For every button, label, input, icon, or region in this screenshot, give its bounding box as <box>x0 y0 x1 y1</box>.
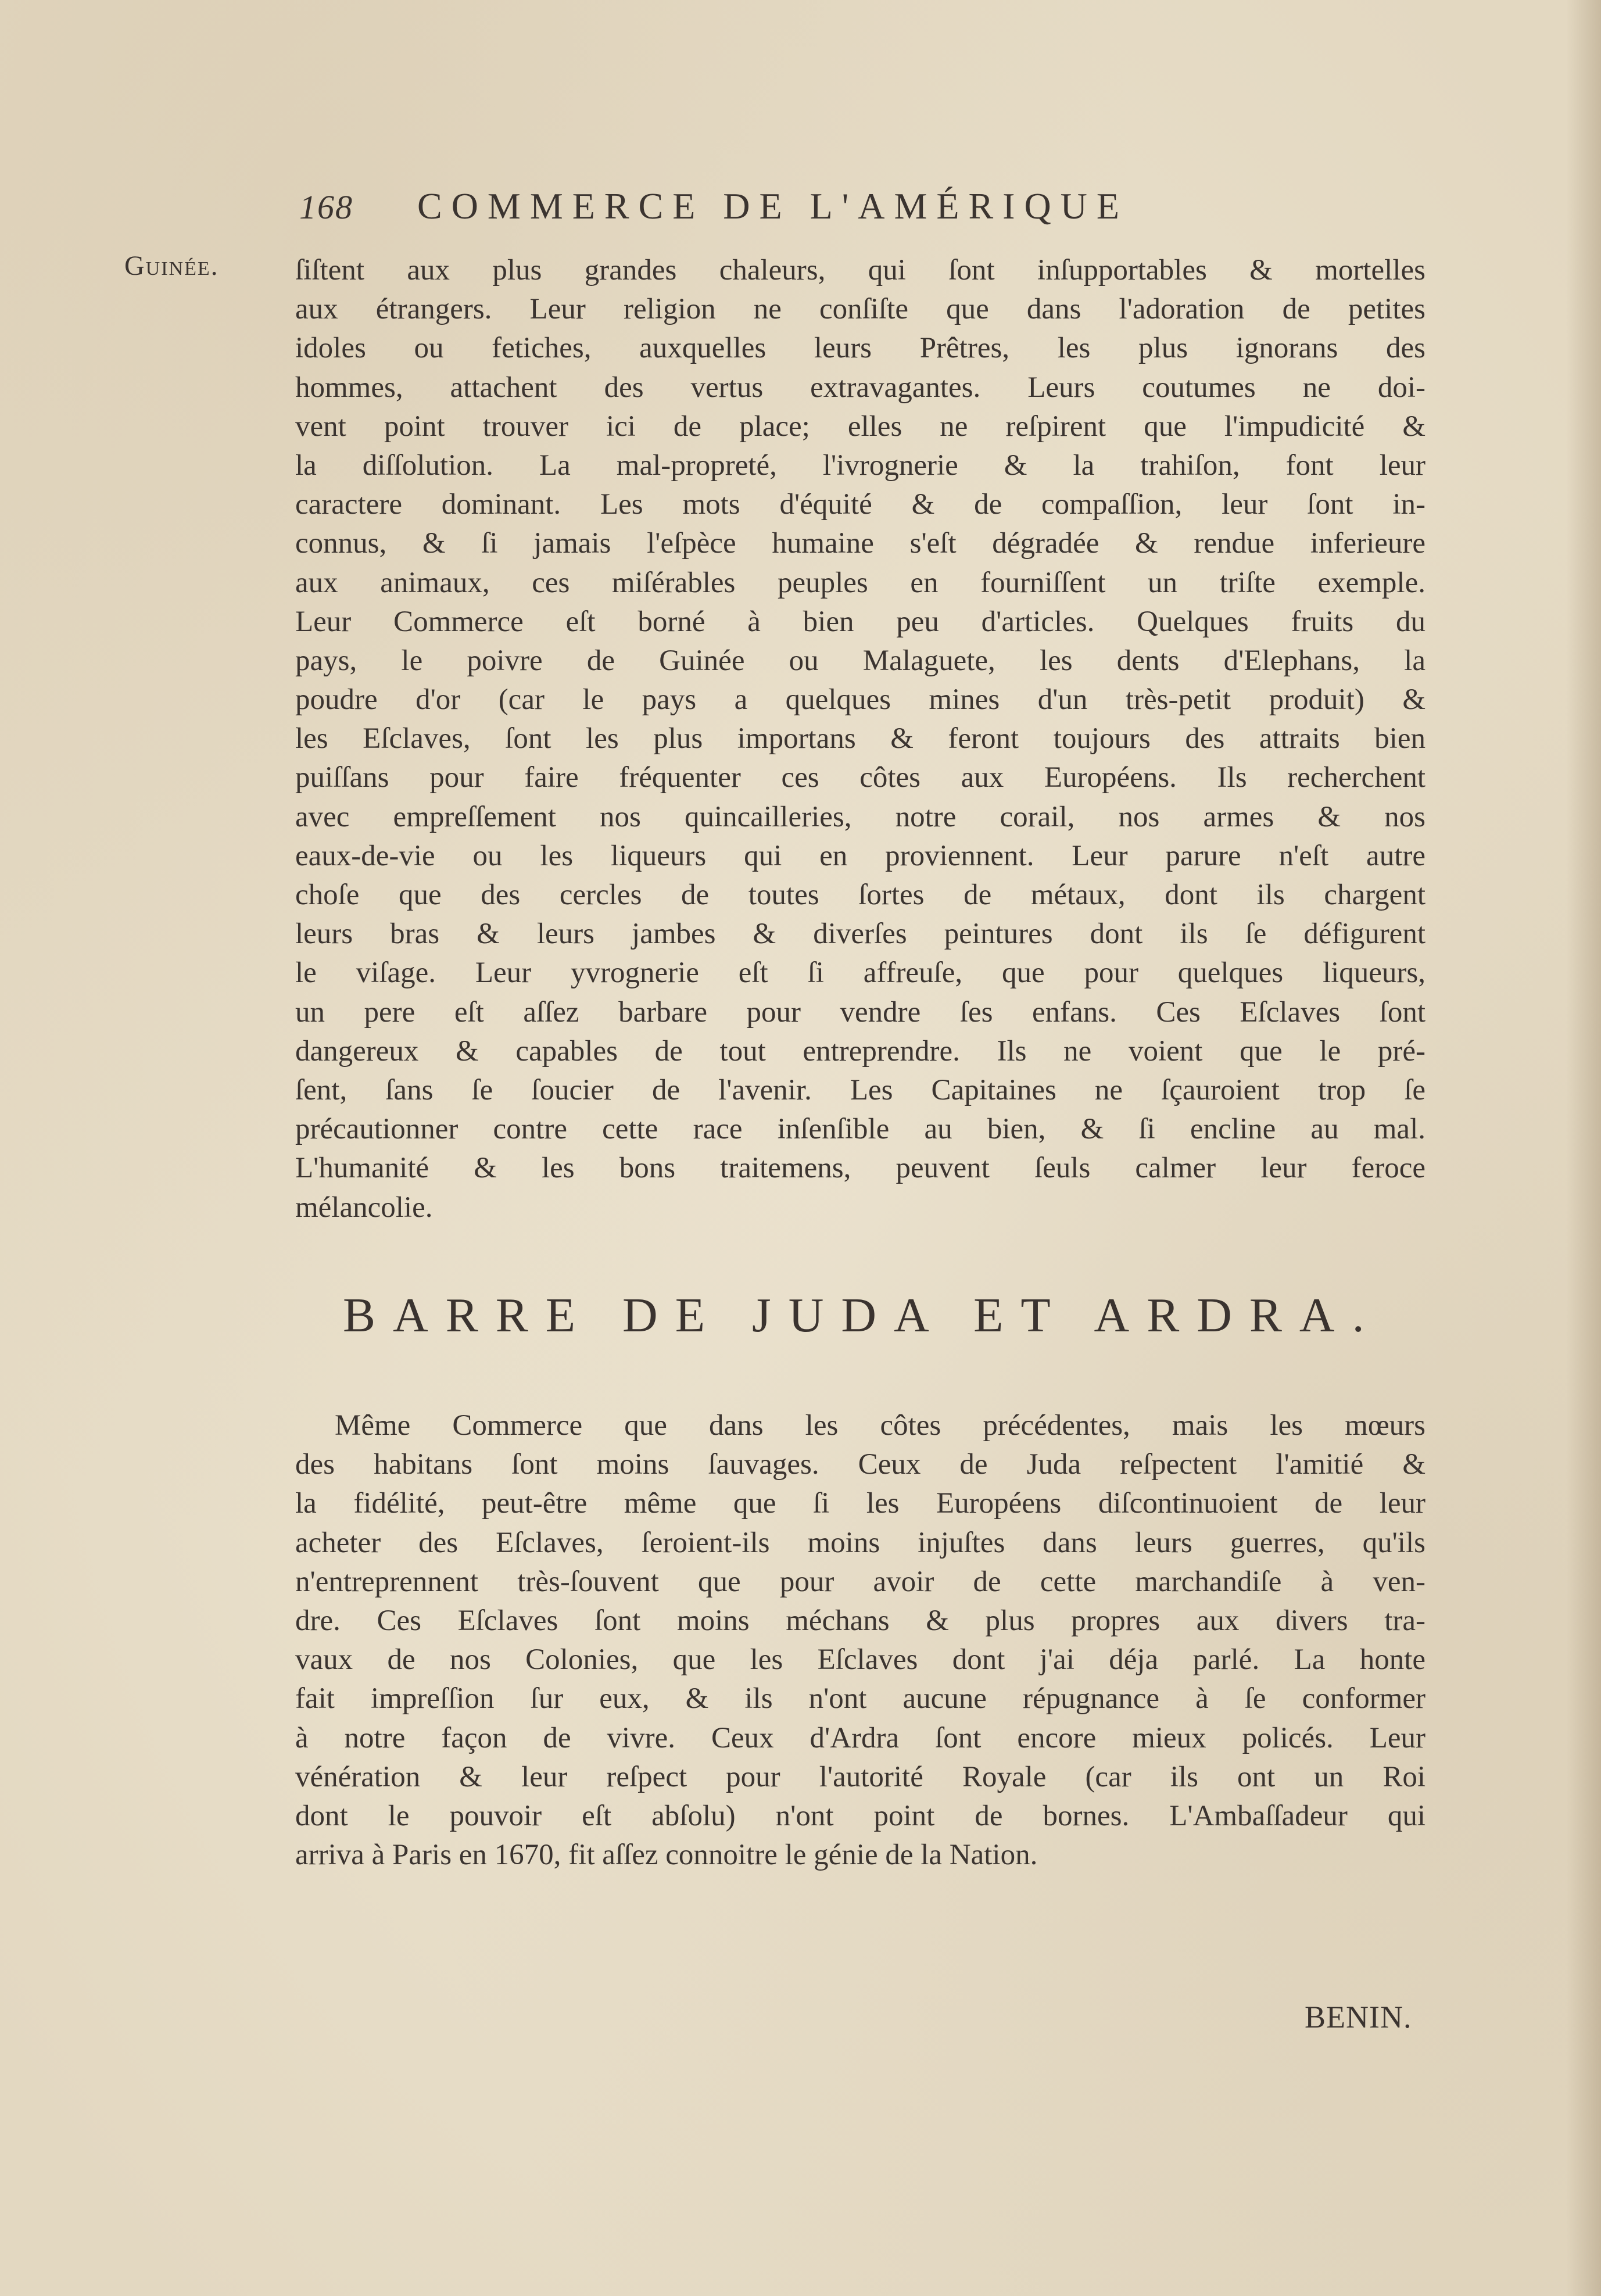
text-line: n'entreprennent très-ſouvent que pour avoir de cette marchandiſe à ven- <box>295 1565 1426 1598</box>
text-line: des habitans ſont moins ſauvages. Ceux de Juda reſpectent l'amitié & <box>295 1448 1426 1481</box>
page-number: 168 <box>299 188 353 226</box>
running-head <box>299 185 1276 237</box>
text-line: L'humanité & les bons traitemens, peuvent ſeuls calmer leur feroce <box>295 1152 1426 1185</box>
text-line: vent point trouver ici de place; elles ne reſpirent que l'impudicité & <box>295 410 1426 443</box>
text-line: la diſſolution. La mal-propreté, l'ivrognerie & la trahiſon, font leur <box>295 449 1426 482</box>
text-line: avec empreſſement nos quincailleries, notre corail, nos armes & nos <box>295 800 1426 833</box>
text-line: pays, le poivre de Guinée ou Malaguete, les dents d'Elephans, la <box>295 644 1426 677</box>
marginal-note: Guinée. <box>124 250 219 281</box>
text-line: vénération & leur reſpect pour l'autorité Royale (car ils ont un Roi <box>295 1760 1426 1793</box>
text-line: leurs bras & leurs jambes & diverſes peintures dont ils ſe défigurent <box>295 918 1426 951</box>
text-line: caractere dominant. Les mots d'équité & de compaſſion, leur ſont in- <box>295 488 1426 521</box>
text-line: choſe que des cercles de toutes ſortes de métaux, dont ils chargent <box>295 879 1426 911</box>
text-line: la fidélité, peut-être même que ſi les Européens diſcontinuoient de leur <box>295 1487 1426 1520</box>
text-line: puiſſans pour faire fréquenter ces côtes aux Européens. Ils recherchent <box>295 761 1426 794</box>
text-line: acheter des Eſclaves, ſeroient-ils moins injuſtes dans leurs guerres, qu'ils <box>295 1526 1426 1559</box>
text-line: les Eſclaves, ſont les plus importans & feront toujours des attraits bien <box>295 722 1426 755</box>
text-line: fait impreſſion ſur eux, & ils n'ont aucune répugnance à ſe conformer <box>295 1682 1426 1715</box>
text-line: Même Commerce que dans les côtes précédentes, mais les mœurs <box>335 1409 1426 1442</box>
catchword: BENIN. <box>1305 2000 1412 2034</box>
text-line: à notre façon de vivre. Ceux d'Ardra ſont encore mieux policés. Leur <box>295 1721 1426 1754</box>
text-line: eaux-de-vie ou les liqueurs qui en proviennent. Leur parure n'eſt autre <box>295 839 1426 872</box>
text-line: hommes, attachent des vertus extravagantes. Leurs coutumes ne doi- <box>295 371 1426 404</box>
text-line: précautionner contre cette race inſenſible au bien, & ſi encline au mal. <box>295 1113 1426 1146</box>
section-heading: BARRE DE JUDA ET ARDRA. <box>343 1288 1382 1342</box>
text-line: Leur Commerce eſt borné à bien peu d'articles. Quelques fruits du <box>295 605 1426 638</box>
text-line: arriva à Paris en 1670, fit aſſez connoitre le génie de la Nation. <box>295 1839 1038 1872</box>
text-line: dangereux & capables de tout entreprendre. Ils ne voient que le pré- <box>295 1034 1426 1068</box>
text-line: vaux de nos Colonies, que les Eſclaves dont j'ai déja parlé. La honte <box>295 1643 1426 1677</box>
text-line: idoles ou fetiches, auxquelles leurs Prêtres, les plus ignorans des <box>295 332 1426 365</box>
running-title: COMMERCE DE L'AMÉRIQUE <box>417 185 1129 227</box>
text-line: mélancolie. <box>295 1191 433 1224</box>
text-line: connus, & ſi jamais l'eſpèce humaine s'eſt dégradée & rendue inferieure <box>295 527 1426 560</box>
page-edge-shadow <box>1566 0 1601 2296</box>
text-line: dre. Ces Eſclaves ſont moins méchans & plus propres aux divers tra- <box>295 1604 1426 1637</box>
text-line: dont le pouvoir eſt abſolu) n'ont point de bornes. L'Ambaſſadeur qui <box>295 1799 1426 1832</box>
text-line: ſiſtent aux plus grandes chaleurs, qui ſont inſupportables & mortelles <box>295 254 1426 286</box>
text-line: le viſage. Leur yvrognerie eſt ſi affreuſe, que pour quelques liqueurs, <box>295 957 1426 990</box>
paragraph-guinee <box>295 251 1426 1227</box>
text-line: ſent, ſans ſe ſoucier de l'avenir. Les Capitaines ne ſçauroient trop ſe <box>295 1073 1426 1106</box>
text-line: aux étrangers. Leur religion ne conſiſte que dans l'adoration de petites <box>295 293 1426 326</box>
text-line: un pere eſt aſſez barbare pour vendre ſes enfans. Ces Eſclaves ſont <box>295 995 1426 1029</box>
text-line: poudre d'or (car le pays a quelques mines d'un très-petit produit) & <box>295 683 1426 717</box>
text-line: aux animaux, ces miſérables peuples en fourniſſent un triſte exemple. <box>295 566 1426 599</box>
paragraph-juda-ardra <box>295 1406 1426 1875</box>
